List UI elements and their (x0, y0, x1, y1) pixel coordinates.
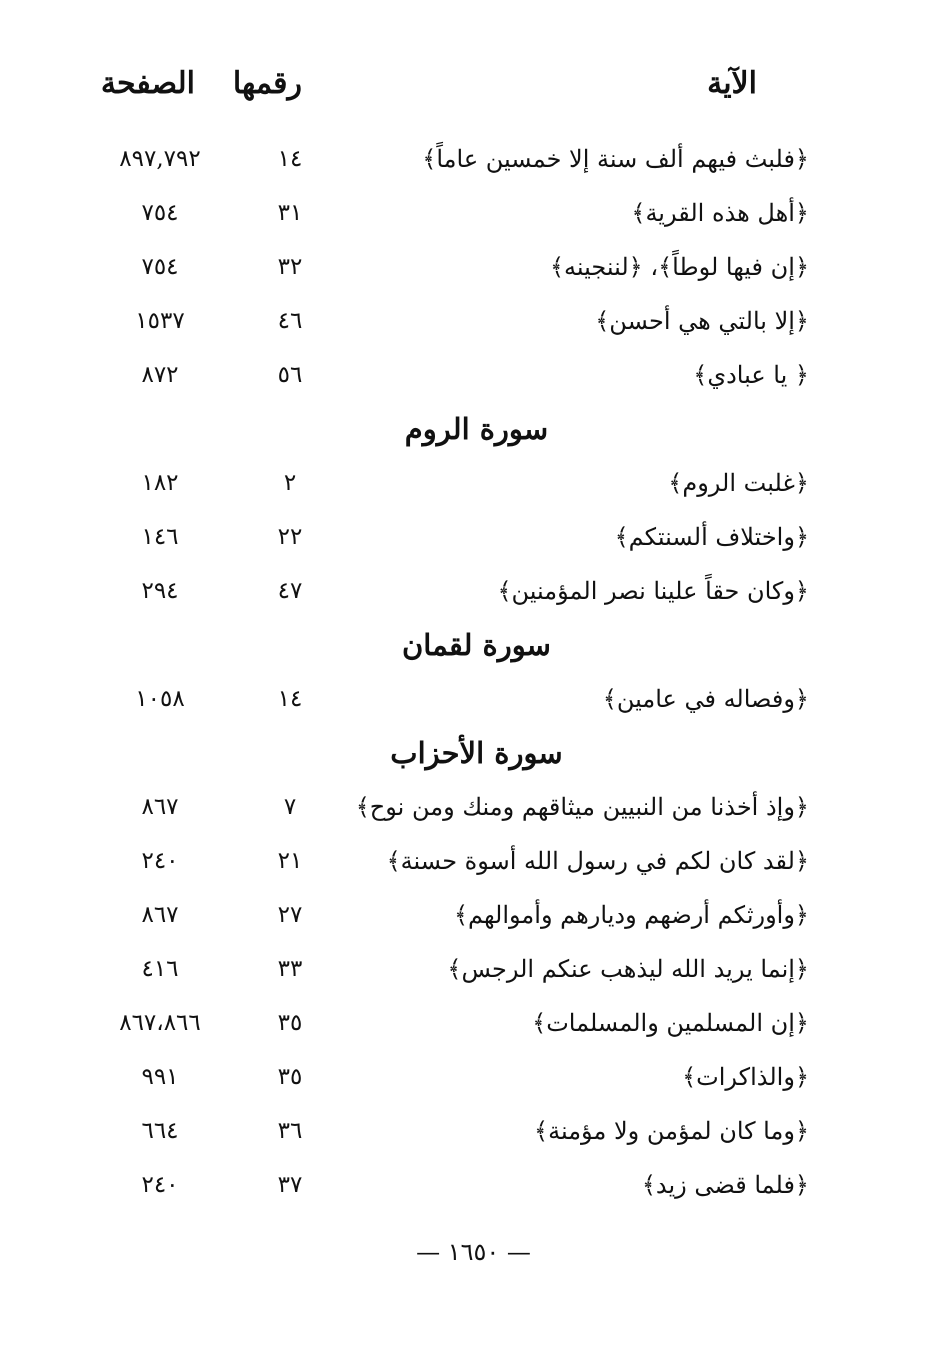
page-reference: ٧٥٤ (141, 200, 179, 226)
verse-text: ﴿وإذ أخذنا من النبيين ميثاقهم ومنك ومن نوح﴾ (355, 793, 809, 821)
index-row (0, 510, 947, 564)
page-reference: ٧٥٤ (141, 254, 179, 280)
verse-number: ٣٥ (277, 1010, 303, 1036)
page-reference: ٨٧٢ (141, 362, 179, 388)
page-reference: ٦٦٤ (141, 1118, 179, 1144)
page-reference: ٢٤٠ (141, 848, 179, 874)
verse-text: ﴿ يا عبادي﴾ (693, 361, 809, 389)
page-reference: ٨٦٧،٨٦٦ (119, 1010, 201, 1036)
page-reference: ٤١٦ (141, 956, 179, 982)
verse-text: ﴿إنما يريد الله ليذهب عنكم الرجس﴾ (447, 955, 809, 983)
verse-index-table (0, 132, 947, 1212)
verse-number: ٤٧ (277, 578, 303, 604)
verse-number: ٢ (283, 470, 297, 496)
verse-text: ﴿وما كان لمؤمن ولا مؤمنة﴾ (534, 1117, 809, 1145)
verse-number: ٢٢ (277, 524, 303, 550)
verse-text: ﴿إن فيها لوطاً﴾، ﴿لننجينه﴾ (549, 253, 809, 281)
index-row (0, 672, 947, 726)
verse-text: ﴿إن المسلمين والمسلمات﴾ (532, 1009, 809, 1037)
index-row (0, 294, 947, 348)
page-reference: ٢٤٠ (141, 1172, 179, 1198)
column-header-page: الصفحة (100, 66, 195, 101)
index-row (0, 888, 947, 942)
index-row (0, 834, 947, 888)
verse-text: ﴿أهل هذه القرية﴾ (631, 199, 809, 227)
surah-heading (0, 726, 947, 780)
page-reference: ٨٦٧ (141, 902, 179, 928)
index-row (0, 1050, 947, 1104)
verse-number: ٢١ (277, 848, 303, 874)
page-number: — ١٦٥٠ — (416, 1238, 531, 1266)
verse-number: ٣٣ (277, 956, 303, 982)
column-header-aya: الآية (707, 66, 757, 101)
verse-text: ﴿إلا بالتي هي أحسن﴾ (595, 307, 809, 335)
page-reference: ١٤٦ (141, 524, 179, 550)
page-reference: ١٨٢ (141, 470, 179, 496)
verse-number: ٣٥ (277, 1064, 303, 1090)
verse-number: ٣١ (277, 200, 303, 226)
index-row (0, 996, 947, 1050)
verse-number: ٣٧ (277, 1172, 303, 1198)
verse-number: ٧ (283, 794, 297, 820)
verse-text: ﴿غلبت الروم﴾ (668, 469, 809, 497)
verse-text: ﴿وكان حقاً علينا نصر المؤمنين﴾ (497, 577, 809, 605)
index-row (0, 456, 947, 510)
index-row (0, 1104, 947, 1158)
verse-number: ٣٢ (277, 254, 303, 280)
index-row (0, 942, 947, 996)
page-reference: ٩٩١ (141, 1064, 179, 1090)
surah-heading (0, 618, 947, 672)
surah-title: سورة لقمان (402, 628, 551, 662)
page-reference: ٢٩٤ (141, 578, 179, 604)
page-reference: ١٥٣٧ (135, 308, 185, 334)
index-row (0, 1158, 947, 1212)
index-row (0, 240, 947, 294)
surah-heading (0, 402, 947, 456)
page-reference: ٨٩٧,٧٩٢ (119, 146, 201, 172)
index-row (0, 132, 947, 186)
verse-text: ﴿واختلاف ألسنتكم﴾ (614, 523, 809, 551)
index-row (0, 564, 947, 618)
verse-text: ﴿فلبث فيهم ألف سنة إلا خمسين عاماً﴾ (422, 145, 809, 173)
index-row (0, 186, 947, 240)
verse-number: ٤٦ (277, 308, 303, 334)
verse-text: ﴿فلما قضى زيد﴾ (641, 1171, 809, 1199)
verse-text: ﴿والذاكرات﴾ (682, 1063, 809, 1091)
verse-number: ٣٦ (277, 1118, 303, 1144)
surah-title: سورة الروم (404, 412, 549, 446)
surah-title: سورة الأحزاب (390, 736, 563, 770)
column-header-number: رقمها (232, 66, 302, 101)
index-row (0, 780, 947, 834)
page-reference: ٨٦٧ (141, 794, 179, 820)
verse-text: ﴿وفصاله في عامين﴾ (602, 685, 809, 713)
verse-text: ﴿لقد كان لكم في رسول الله أسوة حسنة﴾ (386, 847, 809, 875)
verse-number: ٢٧ (277, 902, 303, 928)
verse-number: ١٤ (277, 686, 303, 712)
verse-number: ١٤ (277, 146, 303, 172)
verse-text: ﴿وأورثكم أرضهم وديارهم وأموالهم﴾ (453, 901, 809, 929)
page-reference: ١٠٥٨ (135, 686, 185, 712)
index-row (0, 348, 947, 402)
verse-number: ٥٦ (277, 362, 303, 388)
